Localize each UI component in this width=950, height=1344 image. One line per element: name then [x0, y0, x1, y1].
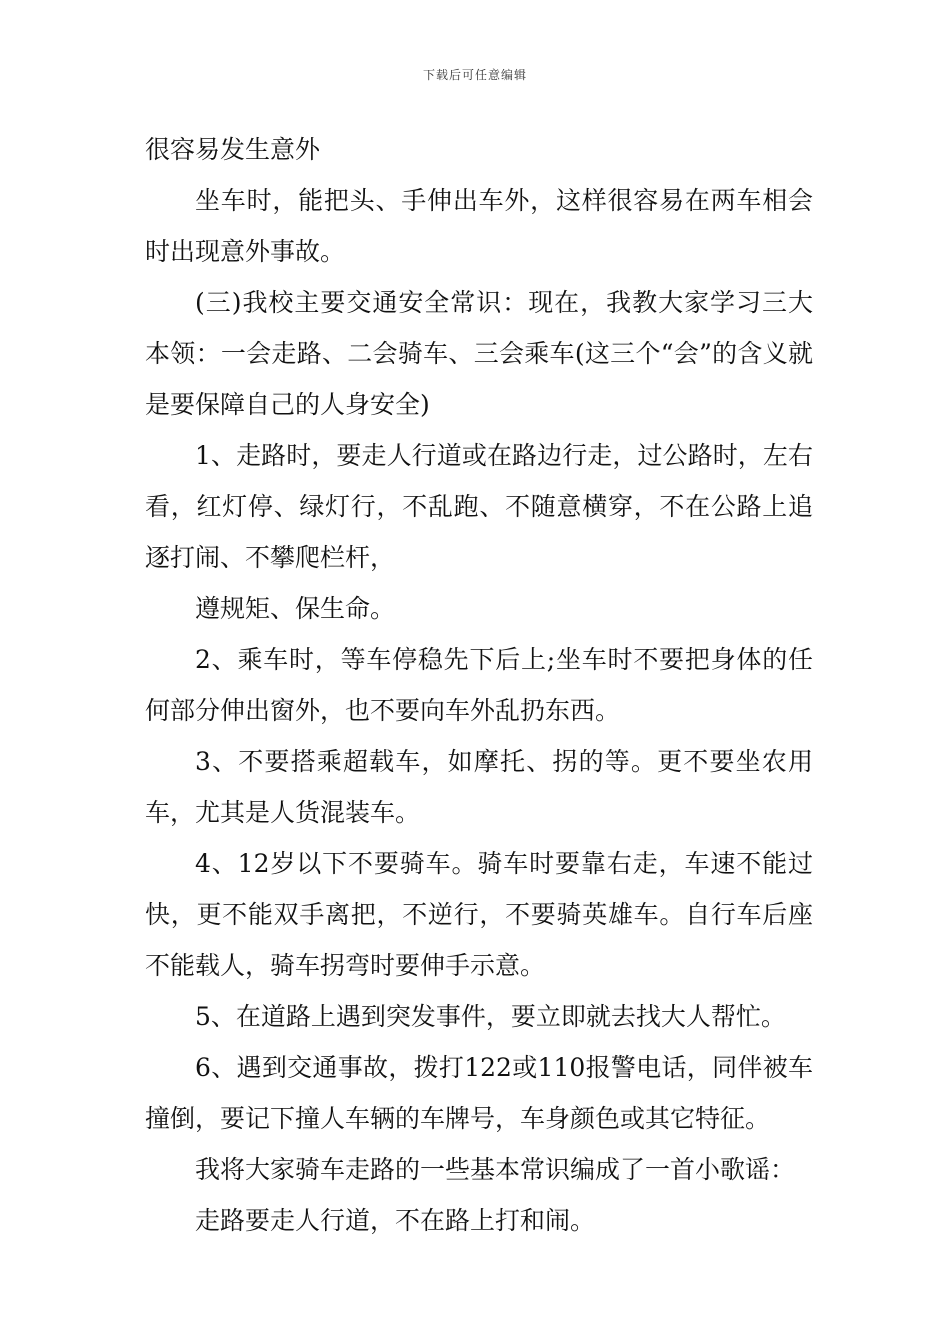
- paragraph: (三)我校主要交通安全常识：现在，我教大家学习三大本领：一会走路、二会骑车、三会乘车(这三个“会”的含义就是要保障自己的人身安全): [145, 288, 813, 419]
- paragraph: 走路要走人行道，不在路上打和闹。: [195, 1206, 596, 1235]
- paragraph: 5、在道路上遇到突发事件，要立即就去找大人帮忙。: [195, 1002, 786, 1031]
- paragraph: 6、遇到交通事故，拨打122或110报警电话，同伴被车撞倒，要记下撞人车辆的车牌号，车身颜色或其它特征。: [145, 1053, 813, 1133]
- paragraph: 4、12岁以下不要骑车。骑车时要靠右走，车速不能过快，更不能双手离把，不逆行，不要骑英雄车。自行车后座不能载人，骑车拐弯时要伸手示意。: [145, 849, 813, 980]
- paragraph: 很容易发生意外: [145, 135, 321, 164]
- paragraph: 1、走路时，要走人行道或在路边行走，过公路时，左右看，红灯停、绿灯行，不乱跑、不随意横穿，不在公路上追逐打闹、不攀爬栏杆，: [145, 441, 813, 572]
- paragraph: 坐车时，能把头、手伸出车外，这样很容易在两车相会时出现意外事故。: [145, 186, 813, 266]
- page-header: 下载后可任意编辑: [422, 68, 527, 82]
- paragraph: 2、乘车时，等车停稳先下后上;坐车时不要把身体的任何部分伸出窗外，也不要向车外乱扔东西。: [145, 645, 813, 725]
- paragraph: 我将大家骑车走路的一些基本常识编成了一首小歌谣：: [195, 1155, 796, 1184]
- paragraph: 3、不要搭乘超载车，如摩托、拐的等。更不要坐农用车，尤其是人货混装车。: [145, 747, 813, 827]
- paragraph: 遵规矩、保生命。: [195, 594, 396, 623]
- document-body: [145, 124, 813, 1246]
